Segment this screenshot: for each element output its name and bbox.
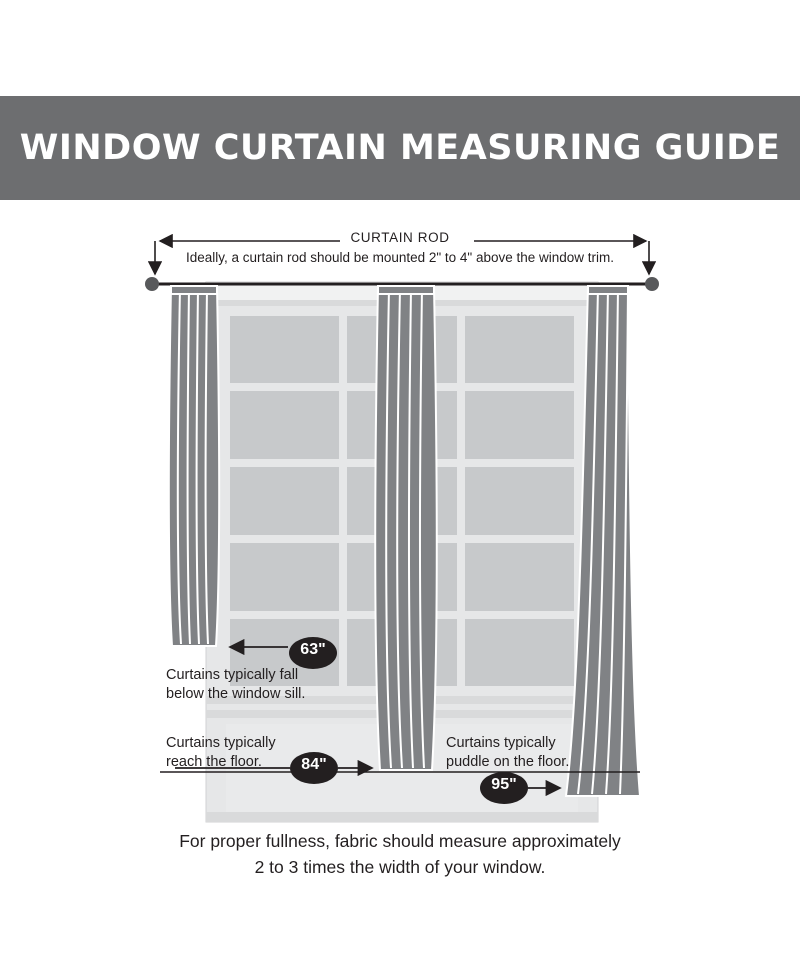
callout-63-text [166, 666, 386, 704]
callout-95-line1: Curtains typically [446, 735, 556, 751]
rod-note: Ideally, a curtain rod should be mounted 2" to 4" above the window trim. [185, 250, 615, 265]
callout-95-text [446, 734, 666, 772]
fullness-note-line1: For proper fullness, fabric should measure approximately [179, 831, 621, 851]
page-title: WINDOW CURTAIN MEASURING GUIDE [19, 128, 781, 168]
callout-84-text [166, 734, 366, 772]
callout-84-line2: reach the floor. [166, 754, 262, 770]
fullness-note [0, 828, 800, 880]
badge-84: 84" [301, 756, 327, 773]
callout-84-line1: Curtains typically [166, 735, 276, 751]
header-band [0, 96, 800, 200]
callout-95-line2: puddle on the floor. [446, 754, 570, 770]
callout-63-line1: Curtains typically fall [166, 667, 299, 683]
badge-95: 95" [491, 776, 517, 793]
curtain-diagram [0, 200, 800, 840]
badge-63: 63" [300, 641, 326, 658]
fullness-note-line2: 2 to 3 times the width of your window. [254, 857, 546, 877]
rod-label: CURTAIN ROD [350, 230, 450, 245]
callout-63-line2: below the window sill. [166, 686, 306, 702]
